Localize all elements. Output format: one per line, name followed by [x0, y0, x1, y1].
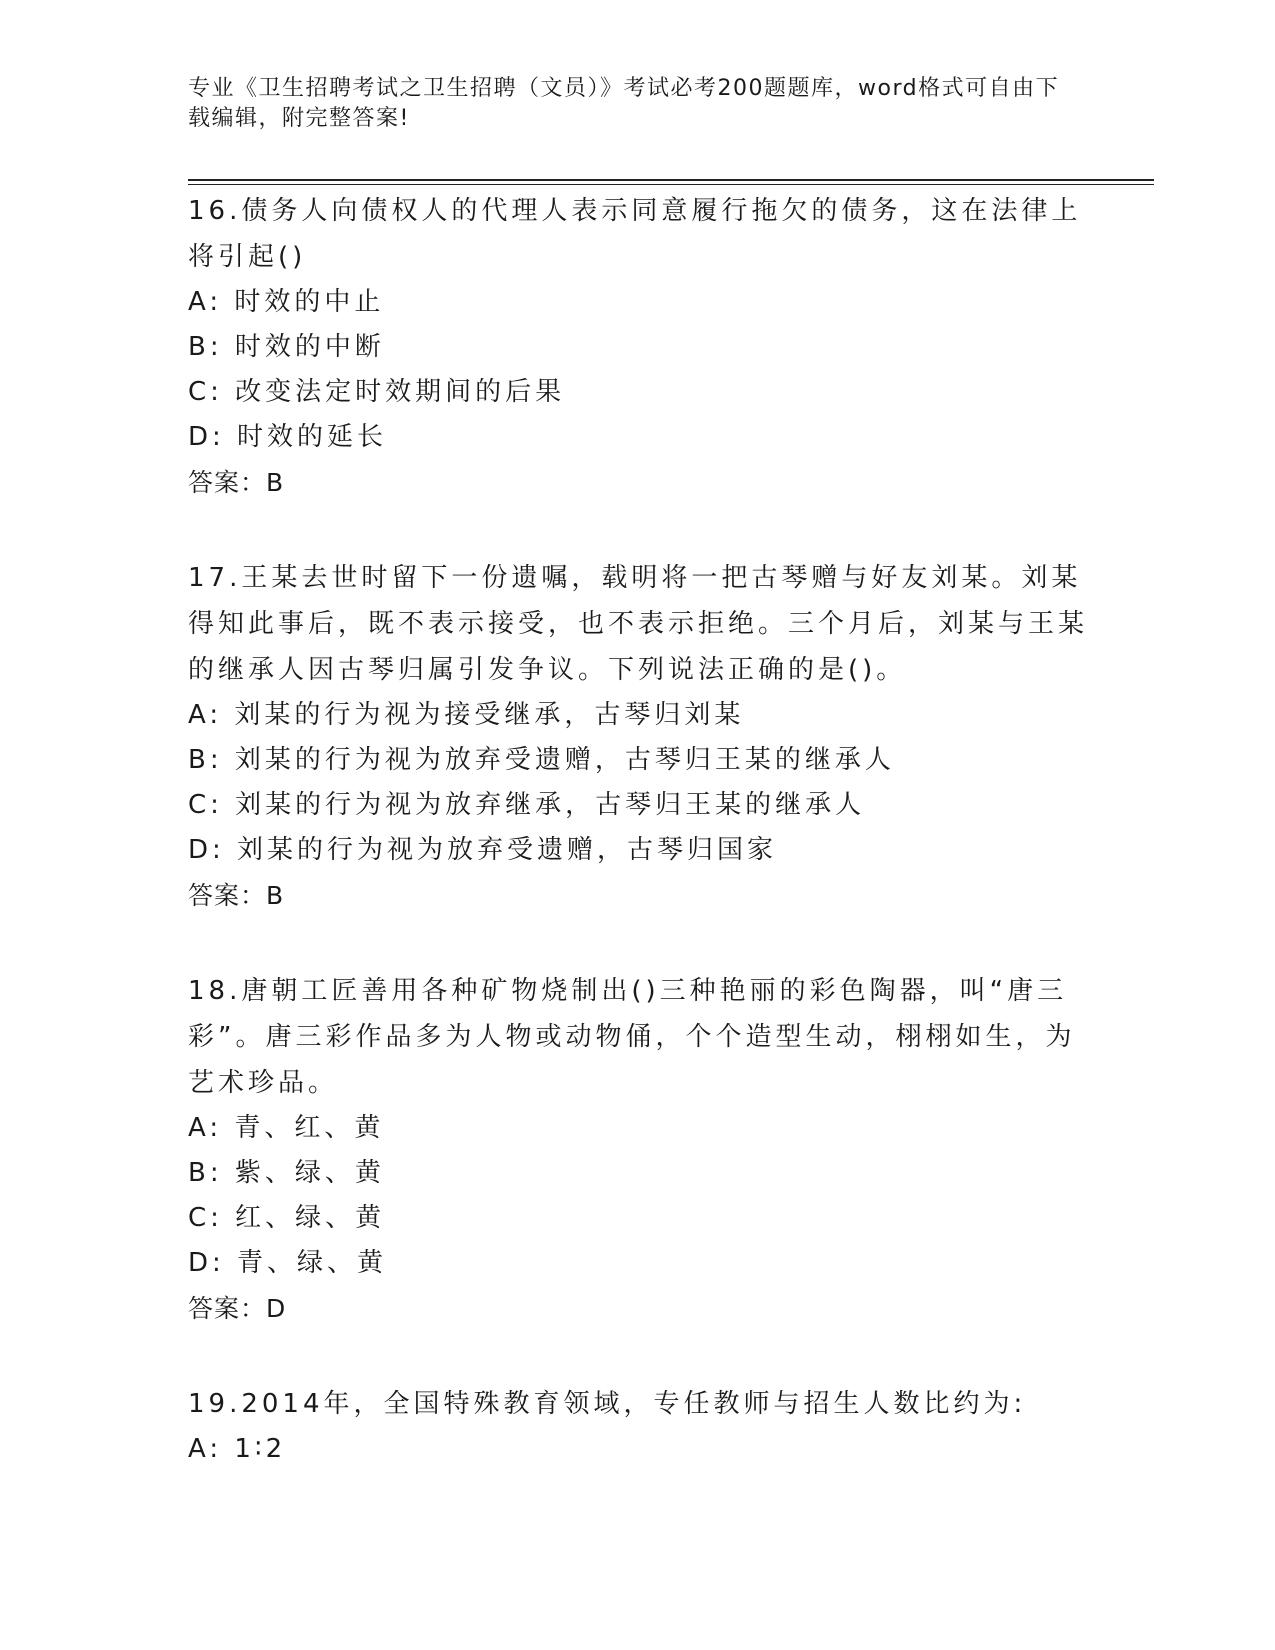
answer: 答案：B	[188, 881, 285, 910]
option-b: B: 时效的中断	[188, 332, 385, 362]
question-17	[188, 555, 1088, 918]
option-c: C: 改变法定时效期间的后果	[188, 377, 566, 407]
question-stem: 16.债务人向债权人的代理人表示同意履行拖欠的债务，这在法律上将引起()	[188, 196, 1082, 272]
option-c: C: 红、绿、黄	[188, 1203, 386, 1233]
question-stem: 17.王某去世时留下一份遗嘱，载明将一把古琴赠与好友刘某。刘某得知此事后，既不表示接受，也不表示拒绝。三个月后，刘某与王某的继承人因古琴归属引发争议。下列说法正确的是()。	[188, 563, 1089, 685]
question-16	[188, 188, 1088, 505]
question-19	[188, 1381, 1088, 1472]
option-a: A: 刘某的行为视为接受继承，古琴归刘某	[188, 700, 745, 730]
option-b: B: 紫、绿、黄	[188, 1158, 385, 1188]
option-d: D: 时效的延长	[188, 422, 388, 452]
option-c: C: 刘某的行为视为放弃继承，古琴归王某的继承人	[188, 790, 866, 820]
question-stem: 19.2014年，全国特殊教育领域，专任教师与招生人数比约为:	[188, 1389, 1027, 1419]
question-18	[188, 968, 1088, 1331]
option-a: A: 1∶2	[188, 1434, 287, 1464]
document-header: 专业《卫生招聘考试之卫生招聘（文员）》考试必考200题题库，word格式可自由下载编辑，附完整答案!	[188, 76, 1060, 131]
option-a: A: 青、红、黄	[188, 1113, 385, 1143]
option-d: D: 刘某的行为视为放弃受遗赠，古琴归国家	[188, 835, 778, 865]
header-divider-thin	[188, 184, 1154, 185]
option-b: B: 刘某的行为视为放弃受遗赠，古琴归王某的继承人	[188, 745, 895, 775]
answer: 答案：D	[188, 1294, 287, 1323]
question-stem: 18.唐朝工匠善用各种矿物烧制出()三种艳丽的彩色陶器，叫“唐三彩”。唐三彩作品多为人物或动物俑，个个造型生动，栩栩如生，为艺术珍品。	[188, 976, 1076, 1098]
answer: 答案：B	[188, 468, 285, 497]
option-a: A: 时效的中止	[188, 287, 385, 317]
option-d: D: 青、绿、黄	[188, 1248, 388, 1278]
header-divider	[188, 179, 1154, 181]
question-list	[188, 188, 1088, 1522]
